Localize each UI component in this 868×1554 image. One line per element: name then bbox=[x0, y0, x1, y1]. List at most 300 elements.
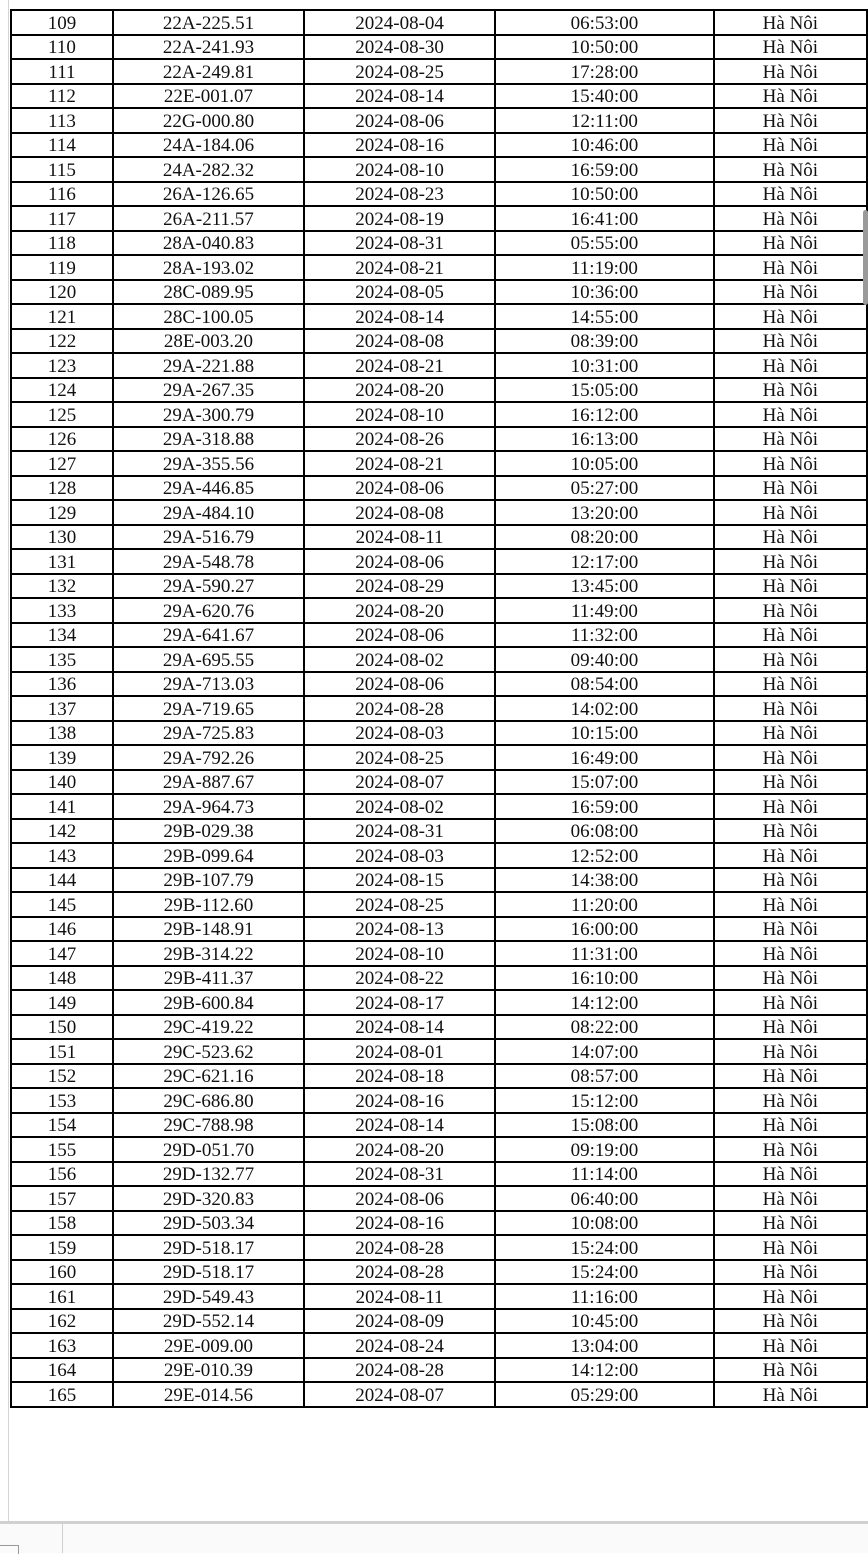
row-number-cell[interactable]: 160 bbox=[11, 1260, 113, 1285]
city-cell[interactable]: Hà Nôi bbox=[714, 525, 867, 550]
table-row bbox=[11, 819, 867, 844]
row-number-cell[interactable]: 150 bbox=[11, 1015, 113, 1040]
license-plate-cell[interactable]: 29A-725.83 bbox=[113, 721, 304, 746]
time-cell[interactable]: 06:53:00 bbox=[495, 10, 714, 35]
license-plate-cell[interactable]: 29C-621.16 bbox=[113, 1064, 304, 1089]
date-cell[interactable]: 2024-08-10 bbox=[304, 941, 495, 966]
time-cell[interactable]: 09:19:00 bbox=[495, 1137, 714, 1162]
license-plate-cell[interactable]: 22G-000.80 bbox=[113, 108, 304, 133]
date-cell[interactable]: 2024-08-26 bbox=[304, 427, 495, 452]
city-cell[interactable]: Hà Nôi bbox=[714, 378, 867, 403]
city-cell[interactable]: Hà Nôi bbox=[714, 794, 867, 819]
row-number-cell[interactable]: 122 bbox=[11, 329, 113, 354]
city-cell[interactable]: Hà Nôi bbox=[714, 1113, 867, 1138]
table-row bbox=[11, 917, 867, 942]
city-cell[interactable]: Hà Nôi bbox=[714, 353, 867, 378]
license-plate-cell[interactable]: 29A-792.26 bbox=[113, 745, 304, 770]
city-cell[interactable]: Hà Nôi bbox=[714, 35, 867, 60]
city-cell[interactable]: Hà Nôi bbox=[714, 427, 867, 452]
row-number-cell[interactable]: 118 bbox=[11, 231, 113, 256]
table-row bbox=[11, 1088, 867, 1113]
table-row bbox=[11, 10, 867, 35]
row-number-cell[interactable]: 165 bbox=[11, 1382, 113, 1407]
license-plate-cell[interactable]: 29A-484.10 bbox=[113, 500, 304, 525]
date-cell[interactable]: 2024-08-21 bbox=[304, 353, 495, 378]
time-cell[interactable]: 16:49:00 bbox=[495, 745, 714, 770]
time-cell[interactable]: 12:11:00 bbox=[495, 108, 714, 133]
city-cell[interactable]: Hà Nôi bbox=[714, 696, 867, 721]
time-cell[interactable]: 10:45:00 bbox=[495, 1309, 714, 1334]
row-number-cell[interactable]: 154 bbox=[11, 1113, 113, 1138]
table-row bbox=[11, 427, 867, 452]
row-number-cell[interactable]: 121 bbox=[11, 304, 113, 329]
row-number-cell[interactable]: 125 bbox=[11, 402, 113, 427]
row-number-cell[interactable]: 148 bbox=[11, 966, 113, 991]
city-cell[interactable]: Hà Nôi bbox=[714, 868, 867, 893]
license-plate-cell[interactable]: 29B-099.64 bbox=[113, 843, 304, 868]
city-cell[interactable]: Hà Nôi bbox=[714, 549, 867, 574]
license-plate-cell[interactable]: 29B-029.38 bbox=[113, 819, 304, 844]
license-plate-cell[interactable]: 29A-267.35 bbox=[113, 378, 304, 403]
row-number-cell[interactable]: 149 bbox=[11, 990, 113, 1015]
time-cell[interactable]: 14:02:00 bbox=[495, 696, 714, 721]
date-cell[interactable]: 2024-08-28 bbox=[304, 1235, 495, 1260]
date-cell[interactable]: 2024-08-03 bbox=[304, 843, 495, 868]
date-cell[interactable]: 2024-08-25 bbox=[304, 892, 495, 917]
time-cell[interactable]: 06:40:00 bbox=[495, 1186, 714, 1211]
license-plate-cell[interactable]: 29C-788.98 bbox=[113, 1113, 304, 1138]
date-cell[interactable]: 2024-08-29 bbox=[304, 574, 495, 599]
date-cell[interactable]: 2024-08-31 bbox=[304, 231, 495, 256]
date-cell[interactable]: 2024-08-06 bbox=[304, 623, 495, 648]
time-cell[interactable]: 13:04:00 bbox=[495, 1333, 714, 1358]
row-number-cell[interactable]: 136 bbox=[11, 672, 113, 697]
row-number-cell[interactable]: 135 bbox=[11, 647, 113, 672]
table-row bbox=[11, 1015, 867, 1040]
license-plate-cell[interactable]: 29D-051.70 bbox=[113, 1137, 304, 1162]
city-cell[interactable]: Hà Nôi bbox=[714, 1211, 867, 1236]
city-cell[interactable]: Hà Nôi bbox=[714, 1015, 867, 1040]
row-number-cell[interactable]: 113 bbox=[11, 108, 113, 133]
license-plate-cell[interactable]: 29B-600.84 bbox=[113, 990, 304, 1015]
time-cell[interactable]: 16:12:00 bbox=[495, 402, 714, 427]
row-number-cell[interactable]: 117 bbox=[11, 206, 113, 231]
city-cell[interactable]: Hà Nôi bbox=[714, 1358, 867, 1383]
row-number-cell[interactable]: 120 bbox=[11, 280, 113, 305]
date-cell[interactable]: 2024-08-05 bbox=[304, 280, 495, 305]
license-plate-cell[interactable]: 29A-887.67 bbox=[113, 770, 304, 795]
date-cell[interactable]: 2024-08-16 bbox=[304, 1211, 495, 1236]
date-cell[interactable]: 2024-08-24 bbox=[304, 1333, 495, 1358]
date-cell[interactable]: 2024-08-17 bbox=[304, 990, 495, 1015]
city-cell[interactable]: Hà Nôi bbox=[714, 819, 867, 844]
date-cell[interactable]: 2024-08-14 bbox=[304, 1015, 495, 1040]
date-cell[interactable]: 2024-08-06 bbox=[304, 1186, 495, 1211]
city-cell[interactable]: Hà Nôi bbox=[714, 1064, 867, 1089]
city-cell[interactable]: Hà Nôi bbox=[714, 255, 867, 280]
license-plate-cell[interactable]: 29A-641.67 bbox=[113, 623, 304, 648]
date-cell[interactable]: 2024-08-08 bbox=[304, 329, 495, 354]
date-cell[interactable]: 2024-08-14 bbox=[304, 304, 495, 329]
time-cell[interactable]: 16:13:00 bbox=[495, 427, 714, 452]
date-cell[interactable]: 2024-08-23 bbox=[304, 182, 495, 207]
date-cell[interactable]: 2024-08-25 bbox=[304, 745, 495, 770]
date-cell[interactable]: 2024-08-11 bbox=[304, 1284, 495, 1309]
time-cell[interactable]: 10:05:00 bbox=[495, 451, 714, 476]
date-cell[interactable]: 2024-08-08 bbox=[304, 500, 495, 525]
time-cell[interactable]: 14:07:00 bbox=[495, 1039, 714, 1064]
date-cell[interactable]: 2024-08-10 bbox=[304, 157, 495, 182]
sheet-footer-area bbox=[0, 1524, 868, 1553]
license-plate-cell[interactable]: 26A-211.57 bbox=[113, 206, 304, 231]
row-number-cell[interactable]: 110 bbox=[11, 35, 113, 60]
date-cell[interactable]: 2024-08-25 bbox=[304, 59, 495, 84]
row-number-cell[interactable]: 115 bbox=[11, 157, 113, 182]
time-cell[interactable]: 08:54:00 bbox=[495, 672, 714, 697]
city-cell[interactable]: Hà Nôi bbox=[714, 10, 867, 35]
row-number-cell[interactable]: 145 bbox=[11, 892, 113, 917]
city-cell[interactable]: Hà Nôi bbox=[714, 1284, 867, 1309]
row-number-cell[interactable]: 147 bbox=[11, 941, 113, 966]
date-cell[interactable]: 2024-08-02 bbox=[304, 794, 495, 819]
city-cell[interactable]: Hà Nôi bbox=[714, 941, 867, 966]
row-number-cell[interactable]: 163 bbox=[11, 1333, 113, 1358]
city-cell[interactable]: Hà Nôi bbox=[714, 1039, 867, 1064]
date-cell[interactable]: 2024-08-07 bbox=[304, 770, 495, 795]
row-number-cell[interactable]: 137 bbox=[11, 696, 113, 721]
date-cell[interactable]: 2024-08-20 bbox=[304, 378, 495, 403]
license-plate-cell[interactable]: 26A-126.65 bbox=[113, 182, 304, 207]
city-cell[interactable]: Hà Nôi bbox=[714, 329, 867, 354]
date-cell[interactable]: 2024-08-06 bbox=[304, 476, 495, 501]
row-number-cell[interactable]: 123 bbox=[11, 353, 113, 378]
date-cell[interactable]: 2024-08-04 bbox=[304, 10, 495, 35]
row-number-cell[interactable]: 131 bbox=[11, 549, 113, 574]
time-cell[interactable]: 15:40:00 bbox=[495, 84, 714, 109]
table-row bbox=[11, 770, 867, 795]
table-row bbox=[11, 255, 867, 280]
row-number-cell[interactable]: 142 bbox=[11, 819, 113, 844]
date-cell[interactable]: 2024-08-07 bbox=[304, 1382, 495, 1407]
time-cell[interactable]: 16:10:00 bbox=[495, 966, 714, 991]
city-cell[interactable]: Hà Nôi bbox=[714, 917, 867, 942]
date-cell[interactable]: 2024-08-21 bbox=[304, 255, 495, 280]
city-cell[interactable]: Hà Nôi bbox=[714, 1137, 867, 1162]
row-number-cell[interactable]: 155 bbox=[11, 1137, 113, 1162]
license-plate-cell[interactable]: 29A-548.78 bbox=[113, 549, 304, 574]
date-cell[interactable]: 2024-08-28 bbox=[304, 1358, 495, 1383]
row-number-cell[interactable]: 116 bbox=[11, 182, 113, 207]
city-cell[interactable]: Hà Nôi bbox=[714, 206, 867, 231]
time-cell[interactable]: 11:14:00 bbox=[495, 1162, 714, 1187]
license-plate-cell[interactable]: 29A-620.76 bbox=[113, 598, 304, 623]
row-number-cell[interactable]: 159 bbox=[11, 1235, 113, 1260]
license-plate-cell[interactable]: 29A-446.85 bbox=[113, 476, 304, 501]
time-cell[interactable]: 08:22:00 bbox=[495, 1015, 714, 1040]
city-cell[interactable]: Hà Nôi bbox=[714, 843, 867, 868]
time-cell[interactable]: 12:52:00 bbox=[495, 843, 714, 868]
date-cell[interactable]: 2024-08-14 bbox=[304, 1113, 495, 1138]
license-plate-cell[interactable]: 22A-249.81 bbox=[113, 59, 304, 84]
city-cell[interactable]: Hà Nôi bbox=[714, 133, 867, 158]
city-cell[interactable]: Hà Nôi bbox=[714, 304, 867, 329]
license-plate-cell[interactable]: 29E-014.56 bbox=[113, 1382, 304, 1407]
city-cell[interactable]: Hà Nôi bbox=[714, 59, 867, 84]
license-plate-cell[interactable]: 29D-552.14 bbox=[113, 1309, 304, 1334]
date-cell[interactable]: 2024-08-16 bbox=[304, 1088, 495, 1113]
city-cell[interactable]: Hà Nôi bbox=[714, 647, 867, 672]
row-number-cell[interactable]: 112 bbox=[11, 84, 113, 109]
license-plate-cell[interactable]: 29A-590.27 bbox=[113, 574, 304, 599]
license-plate-cell[interactable]: 29D-518.17 bbox=[113, 1235, 304, 1260]
date-cell[interactable]: 2024-08-30 bbox=[304, 35, 495, 60]
date-cell[interactable]: 2024-08-15 bbox=[304, 868, 495, 893]
city-cell[interactable]: Hà Nôi bbox=[714, 892, 867, 917]
license-plate-cell[interactable]: 29B-112.60 bbox=[113, 892, 304, 917]
row-number-cell[interactable]: 141 bbox=[11, 794, 113, 819]
license-plate-cell[interactable]: 29B-411.37 bbox=[113, 966, 304, 991]
date-cell[interactable]: 2024-08-20 bbox=[304, 1137, 495, 1162]
date-cell[interactable]: 2024-08-16 bbox=[304, 133, 495, 158]
license-plate-cell[interactable]: 29D-549.43 bbox=[113, 1284, 304, 1309]
license-plate-cell[interactable]: 29A-318.88 bbox=[113, 427, 304, 452]
time-cell[interactable]: 05:27:00 bbox=[495, 476, 714, 501]
date-cell[interactable]: 2024-08-06 bbox=[304, 549, 495, 574]
city-cell[interactable]: Hà Nôi bbox=[714, 770, 867, 795]
city-cell[interactable]: Hà Nôi bbox=[714, 745, 867, 770]
time-cell[interactable]: 14:12:00 bbox=[495, 990, 714, 1015]
row-number-cell[interactable]: 119 bbox=[11, 255, 113, 280]
license-plate-cell[interactable]: 28C-100.05 bbox=[113, 304, 304, 329]
date-cell[interactable]: 2024-08-03 bbox=[304, 721, 495, 746]
time-cell[interactable]: 11:20:00 bbox=[495, 892, 714, 917]
license-plate-cell[interactable]: 29A-221.88 bbox=[113, 353, 304, 378]
city-cell[interactable]: Hà Nôi bbox=[714, 598, 867, 623]
license-plate-cell[interactable]: 28A-040.83 bbox=[113, 231, 304, 256]
city-cell[interactable]: Hà Nôi bbox=[714, 990, 867, 1015]
row-number-cell[interactable]: 138 bbox=[11, 721, 113, 746]
time-cell[interactable]: 11:16:00 bbox=[495, 1284, 714, 1309]
license-plate-cell[interactable]: 29B-107.79 bbox=[113, 868, 304, 893]
row-number-cell[interactable]: 161 bbox=[11, 1284, 113, 1309]
license-plate-cell[interactable]: 29A-516.79 bbox=[113, 525, 304, 550]
city-cell[interactable]: Hà Nôi bbox=[714, 1382, 867, 1407]
row-number-cell[interactable]: 124 bbox=[11, 378, 113, 403]
date-cell[interactable]: 2024-08-01 bbox=[304, 1039, 495, 1064]
city-cell[interactable]: Hà Nôi bbox=[714, 1088, 867, 1113]
city-cell[interactable]: Hà Nôi bbox=[714, 1260, 867, 1285]
date-cell[interactable]: 2024-08-13 bbox=[304, 917, 495, 942]
license-plate-cell[interactable]: 24A-184.06 bbox=[113, 133, 304, 158]
time-cell[interactable]: 12:17:00 bbox=[495, 549, 714, 574]
license-plate-cell[interactable]: 22A-241.93 bbox=[113, 35, 304, 60]
license-plate-cell[interactable]: 29D-320.83 bbox=[113, 1186, 304, 1211]
row-number-cell[interactable]: 143 bbox=[11, 843, 113, 868]
city-cell[interactable]: Hà Nôi bbox=[714, 966, 867, 991]
city-cell[interactable]: Hà Nôi bbox=[714, 1309, 867, 1334]
time-cell[interactable]: 15:12:00 bbox=[495, 1088, 714, 1113]
time-cell[interactable]: 10:50:00 bbox=[495, 35, 714, 60]
table-row bbox=[11, 794, 867, 819]
time-cell[interactable]: 15:24:00 bbox=[495, 1260, 714, 1285]
time-cell[interactable]: 10:50:00 bbox=[495, 182, 714, 207]
vertical-scrollbar[interactable] bbox=[863, 210, 868, 305]
city-cell[interactable]: Hà Nôi bbox=[714, 672, 867, 697]
row-number-cell[interactable]: 139 bbox=[11, 745, 113, 770]
time-cell[interactable]: 15:08:00 bbox=[495, 1113, 714, 1138]
city-cell[interactable]: Hà Nôi bbox=[714, 623, 867, 648]
city-cell[interactable]: Hà Nôi bbox=[714, 108, 867, 133]
date-cell[interactable]: 2024-08-09 bbox=[304, 1309, 495, 1334]
row-number-cell[interactable]: 151 bbox=[11, 1039, 113, 1064]
time-cell[interactable]: 09:40:00 bbox=[495, 647, 714, 672]
row-number-cell[interactable]: 153 bbox=[11, 1088, 113, 1113]
table-row bbox=[11, 598, 867, 623]
time-cell[interactable]: 11:19:00 bbox=[495, 255, 714, 280]
city-cell[interactable]: Hà Nôi bbox=[714, 84, 867, 109]
date-cell[interactable]: 2024-08-02 bbox=[304, 647, 495, 672]
license-plate-cell[interactable]: 29A-300.79 bbox=[113, 402, 304, 427]
license-plate-cell[interactable]: 29C-419.22 bbox=[113, 1015, 304, 1040]
time-cell[interactable]: 16:59:00 bbox=[495, 794, 714, 819]
date-cell[interactable]: 2024-08-28 bbox=[304, 1260, 495, 1285]
time-cell[interactable]: 10:15:00 bbox=[495, 721, 714, 746]
table-row bbox=[11, 1382, 867, 1407]
table-row bbox=[11, 1113, 867, 1138]
row-number-cell[interactable]: 146 bbox=[11, 917, 113, 942]
time-cell[interactable]: 10:46:00 bbox=[495, 133, 714, 158]
time-cell[interactable]: 08:39:00 bbox=[495, 329, 714, 354]
license-plate-cell[interactable]: 29E-009.00 bbox=[113, 1333, 304, 1358]
license-plate-cell[interactable]: 29A-713.03 bbox=[113, 672, 304, 697]
time-cell[interactable]: 14:55:00 bbox=[495, 304, 714, 329]
city-cell[interactable]: Hà Nôi bbox=[714, 451, 867, 476]
row-number-cell[interactable]: 140 bbox=[11, 770, 113, 795]
date-cell[interactable]: 2024-08-06 bbox=[304, 672, 495, 697]
row-number-cell[interactable]: 132 bbox=[11, 574, 113, 599]
time-cell[interactable]: 06:08:00 bbox=[495, 819, 714, 844]
city-cell[interactable]: Hà Nôi bbox=[714, 231, 867, 256]
row-number-cell[interactable]: 133 bbox=[11, 598, 113, 623]
date-cell[interactable]: 2024-08-20 bbox=[304, 598, 495, 623]
license-plate-cell[interactable]: 28A-193.02 bbox=[113, 255, 304, 280]
date-cell[interactable]: 2024-08-19 bbox=[304, 206, 495, 231]
city-cell[interactable]: Hà Nôi bbox=[714, 721, 867, 746]
time-cell[interactable]: 10:31:00 bbox=[495, 353, 714, 378]
city-cell[interactable]: Hà Nôi bbox=[714, 157, 867, 182]
row-number-cell[interactable]: 114 bbox=[11, 133, 113, 158]
date-cell[interactable]: 2024-08-14 bbox=[304, 84, 495, 109]
date-cell[interactable]: 2024-08-31 bbox=[304, 1162, 495, 1187]
row-number-cell[interactable]: 111 bbox=[11, 59, 113, 84]
time-cell[interactable]: 15:05:00 bbox=[495, 378, 714, 403]
city-cell[interactable]: Hà Nôi bbox=[714, 1186, 867, 1211]
license-plate-cell[interactable]: 24A-282.32 bbox=[113, 157, 304, 182]
city-cell[interactable]: Hà Nôi bbox=[714, 182, 867, 207]
city-cell[interactable]: Hà Nôi bbox=[714, 1235, 867, 1260]
row-number-cell[interactable]: 164 bbox=[11, 1358, 113, 1383]
city-cell[interactable]: Hà Nôi bbox=[714, 500, 867, 525]
row-number-cell[interactable]: 134 bbox=[11, 623, 113, 648]
city-cell[interactable]: Hà Nôi bbox=[714, 476, 867, 501]
license-plate-cell[interactable]: 29C-686.80 bbox=[113, 1088, 304, 1113]
time-cell[interactable]: 17:28:00 bbox=[495, 59, 714, 84]
license-plate-cell[interactable]: 29B-314.22 bbox=[113, 941, 304, 966]
row-number-cell[interactable]: 162 bbox=[11, 1309, 113, 1334]
time-cell[interactable]: 08:20:00 bbox=[495, 525, 714, 550]
time-cell[interactable]: 10:36:00 bbox=[495, 280, 714, 305]
date-cell[interactable]: 2024-08-06 bbox=[304, 108, 495, 133]
time-cell[interactable]: 11:49:00 bbox=[495, 598, 714, 623]
row-number-cell[interactable]: 130 bbox=[11, 525, 113, 550]
table-row bbox=[11, 157, 867, 182]
time-cell[interactable]: 13:20:00 bbox=[495, 500, 714, 525]
city-cell[interactable]: Hà Nôi bbox=[714, 280, 867, 305]
license-plate-cell[interactable]: 22A-225.51 bbox=[113, 10, 304, 35]
row-number-cell[interactable]: 128 bbox=[11, 476, 113, 501]
city-cell[interactable]: Hà Nôi bbox=[714, 1162, 867, 1187]
time-cell[interactable]: 15:24:00 bbox=[495, 1235, 714, 1260]
time-cell[interactable]: 11:32:00 bbox=[495, 623, 714, 648]
time-cell[interactable]: 14:38:00 bbox=[495, 868, 714, 893]
time-cell[interactable]: 13:45:00 bbox=[495, 574, 714, 599]
city-cell[interactable]: Hà Nôi bbox=[714, 402, 867, 427]
row-number-cell[interactable]: 144 bbox=[11, 868, 113, 893]
time-cell[interactable]: 16:41:00 bbox=[495, 206, 714, 231]
license-plate-cell[interactable]: 29C-523.62 bbox=[113, 1039, 304, 1064]
time-cell[interactable]: 16:59:00 bbox=[495, 157, 714, 182]
row-number-cell[interactable]: 157 bbox=[11, 1186, 113, 1211]
row-number-cell[interactable]: 152 bbox=[11, 1064, 113, 1089]
time-cell[interactable]: 05:29:00 bbox=[495, 1382, 714, 1407]
city-cell[interactable]: Hà Nôi bbox=[714, 574, 867, 599]
city-cell[interactable]: Hà Nôi bbox=[714, 1333, 867, 1358]
time-cell[interactable]: 08:57:00 bbox=[495, 1064, 714, 1089]
license-plate-cell[interactable]: 29A-355.56 bbox=[113, 451, 304, 476]
row-number-cell[interactable]: 127 bbox=[11, 451, 113, 476]
license-plate-cell[interactable]: 29A-719.65 bbox=[113, 696, 304, 721]
time-cell[interactable]: 05:55:00 bbox=[495, 231, 714, 256]
license-plate-cell[interactable]: 29D-132.77 bbox=[113, 1162, 304, 1187]
date-cell[interactable]: 2024-08-28 bbox=[304, 696, 495, 721]
row-number-cell[interactable]: 126 bbox=[11, 427, 113, 452]
license-plate-cell[interactable]: 28C-089.95 bbox=[113, 280, 304, 305]
row-number-cell[interactable]: 158 bbox=[11, 1211, 113, 1236]
date-cell[interactable]: 2024-08-22 bbox=[304, 966, 495, 991]
license-plate-cell[interactable]: 22E-001.07 bbox=[113, 84, 304, 109]
license-plate-cell[interactable]: 29A-695.55 bbox=[113, 647, 304, 672]
date-cell[interactable]: 2024-08-21 bbox=[304, 451, 495, 476]
license-plate-cell[interactable]: 29D-518.17 bbox=[113, 1260, 304, 1285]
date-cell[interactable]: 2024-08-10 bbox=[304, 402, 495, 427]
license-plate-cell[interactable]: 29B-148.91 bbox=[113, 917, 304, 942]
time-cell[interactable]: 14:12:00 bbox=[495, 1358, 714, 1383]
time-cell[interactable]: 16:00:00 bbox=[495, 917, 714, 942]
license-plate-cell[interactable]: 29D-503.34 bbox=[113, 1211, 304, 1236]
row-number-cell[interactable]: 109 bbox=[11, 10, 113, 35]
date-cell[interactable]: 2024-08-18 bbox=[304, 1064, 495, 1089]
date-cell[interactable]: 2024-08-11 bbox=[304, 525, 495, 550]
time-cell[interactable]: 11:31:00 bbox=[495, 941, 714, 966]
license-plate-cell[interactable]: 28E-003.20 bbox=[113, 329, 304, 354]
date-cell[interactable]: 2024-08-31 bbox=[304, 819, 495, 844]
license-plate-cell[interactable]: 29E-010.39 bbox=[113, 1358, 304, 1383]
time-cell[interactable]: 10:08:00 bbox=[495, 1211, 714, 1236]
row-number-cell[interactable]: 129 bbox=[11, 500, 113, 525]
row-number-cell[interactable]: 156 bbox=[11, 1162, 113, 1187]
time-cell[interactable]: 15:07:00 bbox=[495, 770, 714, 795]
license-plate-cell[interactable]: 29A-964.73 bbox=[113, 794, 304, 819]
